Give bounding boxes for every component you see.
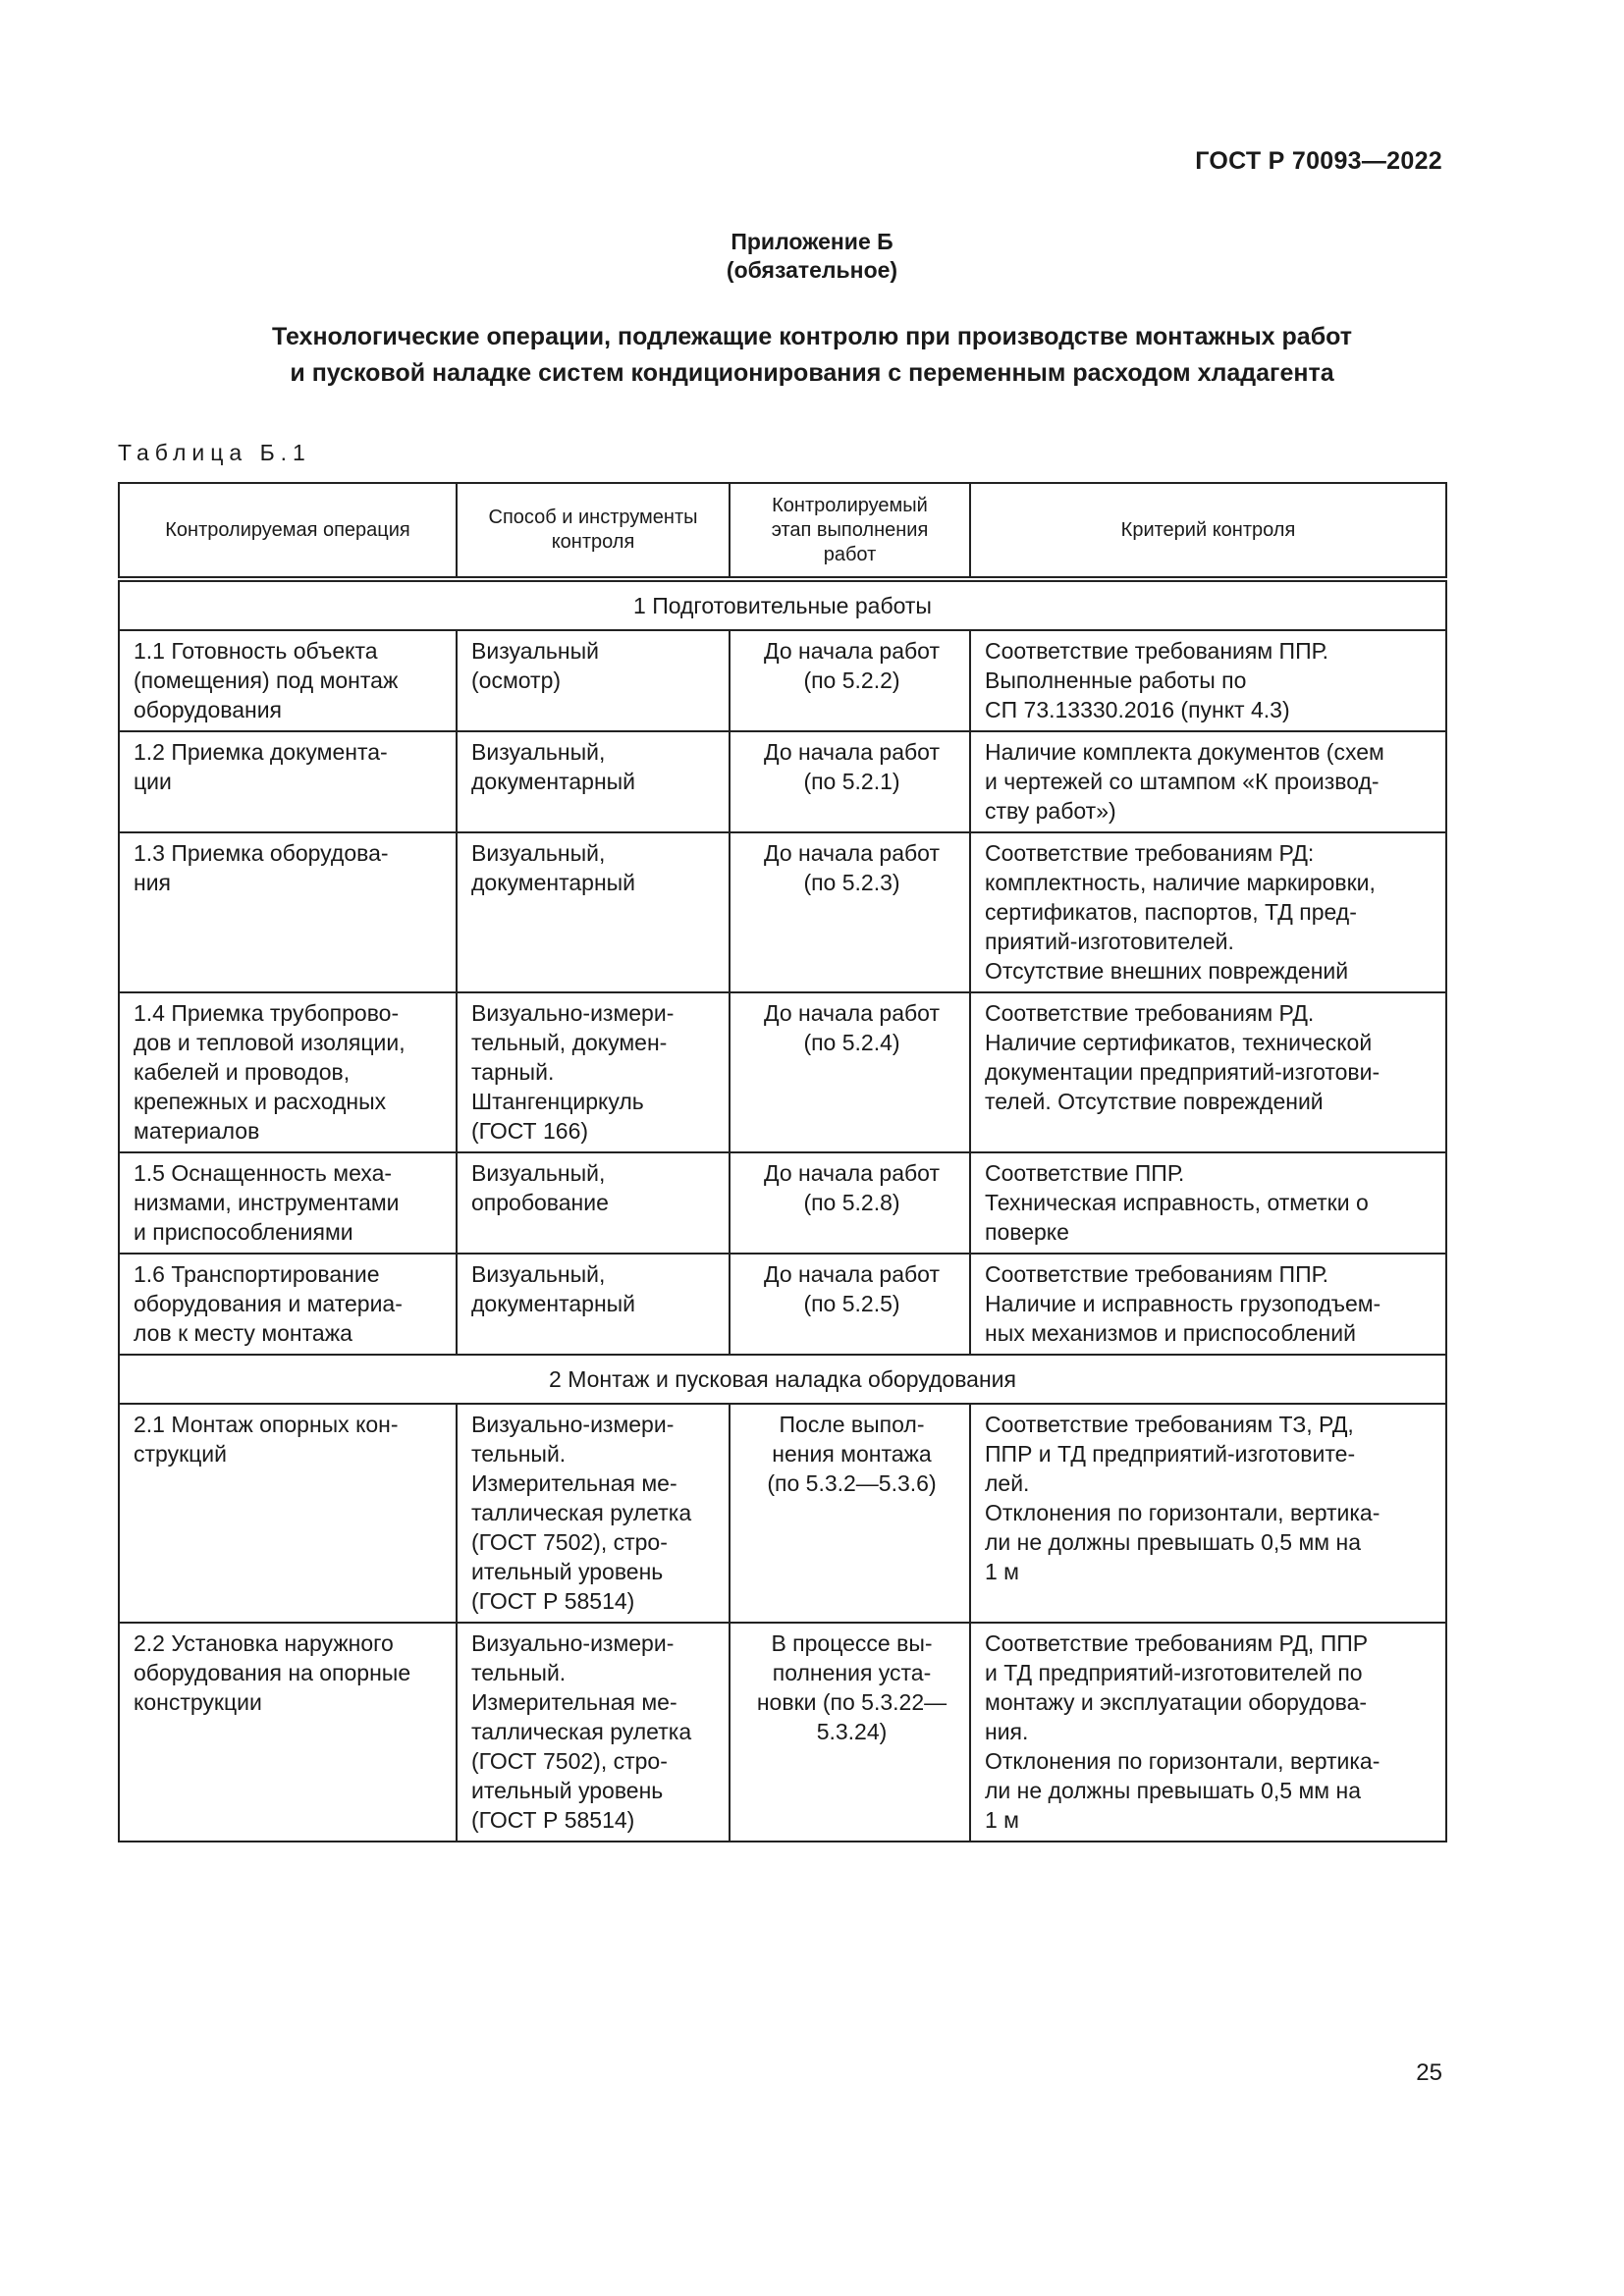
cell-text-line: (осмотр): [471, 667, 562, 693]
annex-title: Приложение Б: [731, 229, 893, 254]
header-stage: [730, 483, 970, 579]
cell-stage: [730, 1254, 970, 1355]
cell-criterion: [970, 1254, 1446, 1355]
cell-stage: [730, 731, 970, 832]
cell-text-line: Отклонения по горизонтали, вертика-: [985, 1500, 1380, 1525]
cell-text-line: 1.4 Приемка трубопрово-: [134, 1000, 400, 1026]
document-title-line-1: Технологические операции, подлежащие контролю при производстве монтажных работ: [271, 323, 1353, 350]
cell-text-line: Измерительная ме-: [471, 1470, 677, 1496]
table-row: [119, 1623, 1446, 1842]
cell-text-line: Соответствие требованиям ППР.: [985, 1261, 1328, 1287]
cell-text-line: Визуальный,: [471, 840, 606, 866]
cell-text-line: ции: [134, 769, 172, 794]
cell-text-line: кабелей и проводов,: [134, 1059, 351, 1085]
cell-text-line: 2.1 Монтаж опорных кон-: [134, 1412, 399, 1437]
cell-text-line: Критерий контроля: [1120, 518, 1296, 541]
cell-text-line: До начала работ: [764, 638, 940, 664]
cell-text-line: Визуальный,: [471, 1160, 606, 1186]
cell-text-line: ительный уровень: [471, 1778, 664, 1803]
cell-text-line: приятий-изготовителей.: [985, 929, 1234, 954]
cell-text-line: Выполненные работы по: [985, 667, 1247, 693]
cell-text-line: таллическая рулетка: [471, 1719, 692, 1744]
cell-text-line: тельный, докумен-: [471, 1030, 668, 1055]
header-operation: [119, 483, 457, 579]
cell-text-line: контроля: [551, 531, 635, 553]
cell-operation: [119, 1152, 457, 1254]
cell-method: [457, 832, 730, 992]
cell-text-line: В процессе вы-: [771, 1630, 933, 1656]
cell-text-line: (ГОСТ Р 58514): [471, 1807, 635, 1833]
document-code: ГОСТ Р 70093—2022: [1195, 147, 1442, 175]
cell-text-line: документарный: [471, 870, 636, 895]
cell-text-line: 2.2 Установка наружного: [134, 1630, 394, 1656]
cell-text-line: 1.6 Транспортирование: [134, 1261, 380, 1287]
cell-operation: [119, 1623, 457, 1842]
cell-text-line: нения монтажа: [772, 1441, 932, 1467]
cell-text-line: Штангенциркуль: [471, 1089, 644, 1114]
cell-operation: [119, 1254, 457, 1355]
cell-operation: [119, 992, 457, 1152]
cell-text-line: Отклонения по горизонтали, вертика-: [985, 1748, 1380, 1774]
table-row: [119, 1404, 1446, 1623]
cell-text-line: (ГОСТ 7502), стро-: [471, 1748, 668, 1774]
cell-text-line: оборудования: [134, 697, 282, 722]
section-row: [119, 579, 1446, 630]
cell-text-line: конструкции: [134, 1689, 262, 1715]
table-row: [119, 1152, 1446, 1254]
cell-text-line: 1 м: [985, 1559, 1019, 1584]
cell-text-line: Контролируемая операция: [165, 518, 410, 541]
section-title: 1 Подготовительные работы: [119, 579, 1446, 630]
cell-text-line: Соответствие требованиям РД, ППР: [985, 1630, 1369, 1656]
cell-text-line: тельный.: [471, 1660, 567, 1685]
cell-text-line: Соответствие требованиям РД:: [985, 840, 1315, 866]
cell-text-line: Наличие сертификатов, технической: [985, 1030, 1373, 1055]
cell-text-line: и чертежей со штампом «К производ-: [985, 769, 1380, 794]
cell-text-line: (по 5.2.1): [803, 769, 900, 794]
cell-text-line: новки (по 5.3.22—: [756, 1689, 947, 1715]
section-title: 2 Монтаж и пусковая наладка оборудования: [119, 1355, 1446, 1404]
cell-method: [457, 1254, 730, 1355]
cell-text-line: (ГОСТ 7502), стро-: [471, 1529, 668, 1555]
cell-text-line: Визуально-измери-: [471, 1000, 675, 1026]
cell-text-line: ППР и ТД предприятий-изготовите-: [985, 1441, 1356, 1467]
cell-text-line: Контролируемый: [772, 494, 928, 516]
cell-criterion: [970, 1152, 1446, 1254]
table-row: [119, 992, 1446, 1152]
cell-text-line: дов и тепловой изоляции,: [134, 1030, 406, 1055]
cell-text-line: Измерительная ме-: [471, 1689, 677, 1715]
cell-stage: [730, 630, 970, 731]
cell-text-line: Наличие комплекта документов (схем: [985, 739, 1384, 765]
cell-method: [457, 1623, 730, 1842]
cell-text-line: 1.5 Оснащенность меха-: [134, 1160, 393, 1186]
cell-text-line: и приспособлениями: [134, 1219, 353, 1245]
cell-text-line: До начала работ: [764, 739, 940, 765]
section-row: [119, 1355, 1446, 1404]
cell-text-line: ли не должны превышать 0,5 мм на: [985, 1778, 1361, 1803]
annex-heading: [0, 228, 1624, 285]
cell-text-line: документации предприятий-изготови-: [985, 1059, 1380, 1085]
cell-text-line: таллическая рулетка: [471, 1500, 692, 1525]
cell-method: [457, 731, 730, 832]
cell-text-line: Соответствие требованиям РД.: [985, 1000, 1315, 1026]
table-row: [119, 630, 1446, 731]
cell-text-line: ных механизмов и приспособлений: [985, 1320, 1356, 1346]
cell-text-line: тарный.: [471, 1059, 555, 1085]
cell-text-line: 1 м: [985, 1807, 1019, 1833]
cell-text-line: Соответствие требованиям ППР.: [985, 638, 1328, 664]
cell-text-line: Визуальный,: [471, 739, 606, 765]
cell-text-line: ния: [134, 870, 172, 895]
cell-text-line: Визуально-измери-: [471, 1412, 675, 1437]
cell-criterion: [970, 731, 1446, 832]
cell-stage: [730, 1623, 970, 1842]
cell-text-line: (помещения) под монтаж: [134, 667, 399, 693]
table-header-row: [119, 483, 1446, 579]
table-caption: Таблица Б.1: [118, 440, 311, 465]
page-number: 25: [1416, 2059, 1442, 2086]
cell-method: [457, 1404, 730, 1623]
cell-text-line: Визуальный,: [471, 1261, 606, 1287]
cell-text-line: монтажу и эксплуатации оборудова-: [985, 1689, 1368, 1715]
cell-text-line: опробование: [471, 1190, 609, 1215]
header-method: [457, 483, 730, 579]
cell-criterion: [970, 1404, 1446, 1623]
cell-text-line: Визуальный: [471, 638, 599, 664]
cell-text-line: телей. Отсутствие повреждений: [985, 1089, 1324, 1114]
cell-text-line: До начала работ: [764, 1261, 940, 1287]
cell-text-line: поверке: [985, 1219, 1069, 1245]
cell-text-line: сертификатов, паспортов, ТД пред-: [985, 899, 1357, 925]
cell-method: [457, 992, 730, 1152]
cell-text-line: СП 73.13330.2016 (пункт 4.3): [985, 697, 1290, 722]
cell-text-line: Соответствие ППР.: [985, 1160, 1185, 1186]
cell-text-line: документарный: [471, 1291, 636, 1316]
cell-text-line: Визуально-измери-: [471, 1630, 675, 1656]
cell-text-line: оборудования и материа-: [134, 1291, 403, 1316]
cell-text-line: полнения уста-: [772, 1660, 932, 1685]
cell-text-line: струкций: [134, 1441, 227, 1467]
cell-text-line: ству работ»): [985, 798, 1116, 824]
cell-operation: [119, 731, 457, 832]
cell-text-line: крепежных и расходных: [134, 1089, 387, 1114]
cell-text-line: 1.2 Приемка документа-: [134, 739, 388, 765]
cell-text-line: работ: [823, 543, 877, 565]
cell-method: [457, 1152, 730, 1254]
cell-text-line: Соответствие требованиям ТЗ, РД,: [985, 1412, 1354, 1437]
cell-text-line: оборудования на опорные: [134, 1660, 411, 1685]
cell-text-line: (по 5.2.8): [803, 1190, 900, 1215]
header-criterion: [970, 483, 1446, 579]
table-row: [119, 1254, 1446, 1355]
cell-text-line: комплектность, наличие маркировки,: [985, 870, 1376, 895]
annex-status: (обязательное): [726, 257, 898, 283]
cell-text-line: (по 5.2.2): [803, 667, 900, 693]
cell-stage: [730, 832, 970, 992]
table-row: [119, 832, 1446, 992]
cell-text-line: (по 5.3.2—5.3.6): [767, 1470, 937, 1496]
cell-text-line: лов к месту монтажа: [134, 1320, 352, 1346]
cell-text-line: После выпол-: [779, 1412, 925, 1437]
cell-text-line: (ГОСТ 166): [471, 1118, 589, 1144]
cell-stage: [730, 1404, 970, 1623]
control-operations-table: [118, 482, 1447, 1842]
cell-criterion: [970, 630, 1446, 731]
cell-operation: [119, 1404, 457, 1623]
cell-stage: [730, 1152, 970, 1254]
cell-text-line: материалов: [134, 1118, 260, 1144]
cell-text-line: Техническая исправность, отметки о: [985, 1190, 1369, 1215]
cell-text-line: низмами, инструментами: [134, 1190, 400, 1215]
cell-text-line: 1.1 Готовность объекта: [134, 638, 378, 664]
cell-operation: [119, 832, 457, 992]
cell-text-line: и ТД предприятий-изготовителей по: [985, 1660, 1363, 1685]
cell-text-line: ительный уровень: [471, 1559, 664, 1584]
cell-text-line: (ГОСТ Р 58514): [471, 1588, 635, 1614]
cell-text-line: (по 5.2.4): [803, 1030, 900, 1055]
cell-text-line: 5.3.24): [816, 1719, 888, 1744]
cell-operation: [119, 630, 457, 731]
cell-text-line: (по 5.2.3): [803, 870, 900, 895]
cell-text-line: 1.3 Приемка оборудова-: [134, 840, 389, 866]
cell-text-line: Отсутствие внешних повреждений: [985, 958, 1349, 984]
cell-stage: [730, 992, 970, 1152]
cell-text-line: До начала работ: [764, 1160, 940, 1186]
document-title: [0, 319, 1624, 392]
cell-text-line: Способ и инструменты: [488, 507, 698, 528]
cell-text-line: этап выполнения: [771, 518, 929, 541]
cell-criterion: [970, 1623, 1446, 1842]
document-title-line-2: и пусковой наладке систем кондиционирования с переменным расходом хладагента: [290, 359, 1334, 387]
cell-text-line: документарный: [471, 769, 636, 794]
table-row: [119, 731, 1446, 832]
cell-method: [457, 630, 730, 731]
cell-text-line: лей.: [985, 1470, 1030, 1496]
cell-criterion: [970, 992, 1446, 1152]
cell-text-line: ния.: [985, 1719, 1029, 1744]
cell-text-line: ли не должны превышать 0,5 мм на: [985, 1529, 1361, 1555]
cell-text-line: (по 5.2.5): [803, 1291, 900, 1316]
cell-criterion: [970, 832, 1446, 992]
cell-text-line: Наличие и исправность грузоподъем-: [985, 1291, 1381, 1316]
cell-text-line: До начала работ: [764, 1000, 940, 1026]
cell-text-line: До начала работ: [764, 840, 940, 866]
cell-text-line: тельный.: [471, 1441, 567, 1467]
